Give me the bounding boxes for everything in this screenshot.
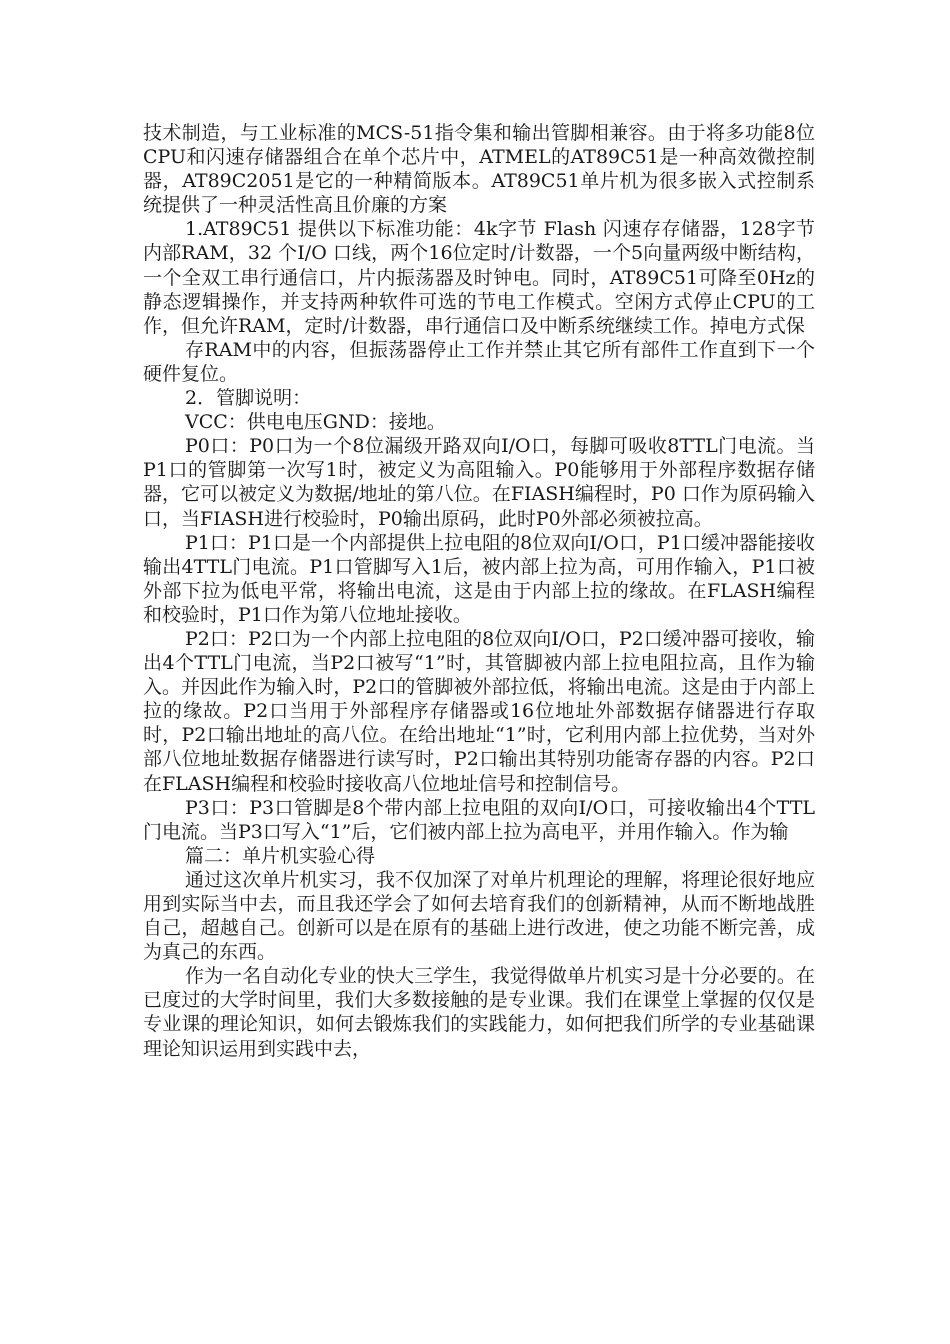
paragraph-power-down: 存RAM中的内容，但振荡器停止工作并禁止其它所有部件工作直到下一个硬件复位。 (143, 338, 815, 385)
paragraph-p1-port: P1口：P1口是一个内部提供上拉电阻的8位双向I/O口，P1口缓冲器能接收输出4TTL门电流。P1口管脚写入1后，被内部上拉为高，可用作输入，P1口被外部下拉为低电平常，将输出电流，这是由于内部上拉的缘故。在FLASH编程和校验时，P1口作为第八位地址接收。 (143, 531, 815, 626)
paragraph-vcc-gnd: VCC：供电电压GND：接地。 (185, 411, 446, 434)
paragraph-experience-2: 作为一名自动化专业的快大三学生，我觉得做单片机实习是十分必要的。在已度过的大学时间里，我们大多数接触的是专业课。我们在课堂上掌握的仅仅是专业课的理论知识，如何去锻炼我们的实践能力，如何把我们所学的专业基础课理论知识运用到实践中去， (143, 965, 815, 1060)
paragraph-standard-features: 1.AT89C51 提供以下标准功能：4k字节 Flash 闪速存存储器，128字节内部RAM，32 个I/O 口线，两个16位定时/计数器，一个5向量两级中断结构，一个全双工串行通信口，片内振荡器及时钟电。同时，AT89C51可降至0Hz的静态逻辑操作，并支持两种软件可选的节电工作模式。空闲方式停止CPU的工作，但允许RAM，定时/计数器，串行通信口及中断系统继续工作。掉电方式保 (143, 218, 815, 337)
heading-pin-description: 2．管脚说明： (185, 387, 312, 410)
paragraph-p2-port: P2口：P2口为一个内部上拉电阻的8位双向I/O口，P2口缓冲器可接收，输出4个TTL门电流，当P2口被写“1”时，其管脚被内部上拉电阻拉高，且作为输入。并因此作为输入时，P2口的管脚被外部拉低，将输出电流。这是由于内部上拉的缘故。P2口当用于外部程序存储器或16位地址外部数据存储器进行存取时，P2口输出地址的高八位。在给出地址“1”时，它利用内部上拉优势，当对外部八位地址数据存储器进行读写时，P2口输出其特别功能寄存器的内容。P2口在FLASH编程和校验时接收高八位地址信号和控制信号。 (143, 627, 815, 795)
paragraph-p3-port: P3口：P3口管脚是8个带内部上拉电阻的双向I/O口，可接收输出4个TTL门电流。当P3口写入“1”后，它们被内部上拉为高电平，并用作输入。作为输 (143, 796, 815, 843)
document-body (143, 121, 815, 1061)
paragraph-intro: 技术制造，与工业标准的MCS-51指令集和输出管脚相兼容。由于将多功能8位CPU和闪速存储器组合在单个芯片中，ATMEL的AT89C51是一种高效微控制器，AT89C2051是它的一种精简版本。AT89C51单片机为很多嵌入式控制系统提供了一种灵活性高且价廉的方案 (143, 122, 815, 217)
paragraph-experience-1: 通过这次单片机实习，我不仅加深了对单片机理论的理解，将理论很好地应用到实际当中去，而且我还学会了如何去培育我们的创新精神，从而不断地战胜自己，超越自己。创新可以是在原有的基础上进行改进，使之功能不断完善，成为真己的东西。 (143, 868, 815, 964)
section-title-part-two: 篇二：单片机实验心得 (185, 844, 376, 867)
paragraph-p0-port: P0口：P0口为一个8位漏级开路双向I/O口，每脚可吸收8TTL门电流。当P1口的管脚第一次写1时，被定义为高阻输入。P0能够用于外部程序数据存储器，它可以被定义为数据/地址的第八位。在FIASH编程时，P0 口作为原码输入口，当FIASH进行校验时，P0输出原码，此时P0外部必须被拉高。 (143, 435, 815, 530)
